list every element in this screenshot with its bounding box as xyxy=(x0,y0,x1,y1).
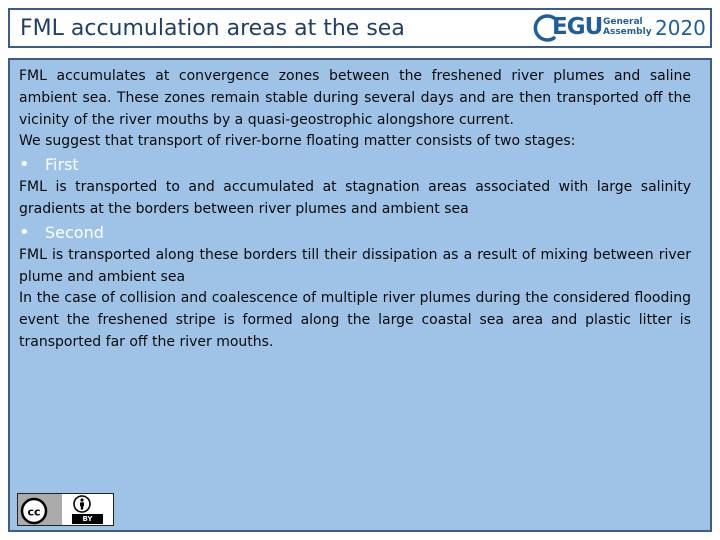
cc-by-license-badge xyxy=(17,493,114,526)
paragraph-3: FML is transported to and accumulated at stagnation areas associated with large salinity gradients at the borders between river plumes and ambient sea xyxy=(19,179,691,217)
slide-title: FML accumulation areas at the sea xyxy=(20,16,405,41)
slide-header xyxy=(8,8,712,48)
bullet-first-label: First xyxy=(45,155,79,175)
egu-logo-year: 2020 xyxy=(655,16,706,40)
cc-icon xyxy=(20,497,48,525)
content-panel xyxy=(8,58,712,532)
bullet-dot-icon: • xyxy=(19,154,30,176)
bullet-second xyxy=(19,221,691,245)
egu-logo-letters: EGU xyxy=(552,14,603,40)
paragraph-2: We suggest that transport of river-borne floating matter consists of two stages: xyxy=(19,133,576,150)
cc-icon-text: cc xyxy=(27,505,41,519)
paragraph-1: FML accumulates at convergence zones between the freshened river plumes and saline ambient sea. These zones remain stable during several days and are then transported off the vicinity of the river mouths by a quasi-geostrophic alongshore current. xyxy=(19,68,691,128)
by-person-icon xyxy=(73,495,91,513)
paragraph-5: In the case of collision and coalescence of multiple river plumes during the considered flooding event the freshened stripe is formed along the large coastal sea area and plastic litter is transported far off the river mouths. xyxy=(19,290,691,350)
egu-logo-text xyxy=(603,17,652,37)
by-block xyxy=(62,494,113,525)
bullet-first xyxy=(19,153,691,177)
egu-logo xyxy=(532,12,706,44)
egu-logo-line1: General xyxy=(603,17,643,27)
bullet-dot-icon: • xyxy=(19,221,30,243)
egu-logo-line2: Assembly xyxy=(603,27,652,37)
paragraph-4: FML is transported along these borders till their dissipation as a result of mixing between river plume and ambient sea xyxy=(19,246,691,285)
by-label: BY xyxy=(72,514,103,524)
bullet-second-label: Second xyxy=(45,222,104,242)
text-body xyxy=(19,66,691,354)
